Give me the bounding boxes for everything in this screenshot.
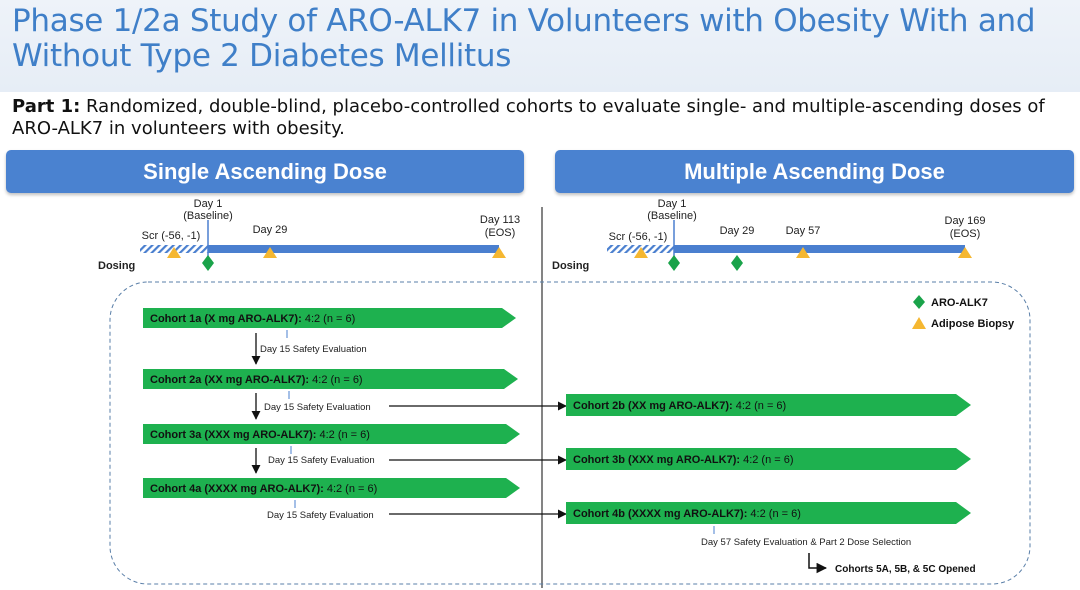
sad-safety-eval-3: [256, 446, 566, 473]
svg-text:Cohort 1a (X mg ARO-ALK7): 4:2: [150, 313, 355, 325]
legend-triangle-icon: [912, 317, 926, 329]
sad-safety-eval-4: [267, 500, 566, 521]
mad-screening-label: Scr (-56, -1): [608, 231, 668, 243]
safety-eval-label: Day 15 Safety Evaluation: [268, 455, 375, 466]
cohort-3b-name: Cohort 3b (XXX mg ARO-ALK7):: [573, 454, 741, 466]
cohort-4b-name: Cohort 4b (XXXX mg ARO-ALK7):: [573, 508, 748, 520]
mad-day1-label: Day 1: [657, 198, 687, 210]
part1-text: Randomized, double-blind, placebo-controlled cohorts to evaluate single- and multiple-ascending doses of ARO-ALK7 in volunteers with obesity.: [12, 96, 1045, 139]
cohort-2b-name: Cohort 2b (XX mg ARO-ALK7):: [573, 400, 733, 412]
sad-eos-label: (EOS): [484, 227, 516, 239]
sad-screening-label: Scr (-56, -1): [141, 230, 201, 242]
mad-dose-diamond-icon: [731, 255, 743, 271]
sad-header: Single Ascending Dose: [6, 150, 524, 193]
mad-day57-evaluation: [701, 526, 976, 575]
mad-eos-label: (EOS): [949, 228, 981, 240]
cohort-2b-ratio: 4:2 (n = 6): [732, 400, 787, 412]
opened-arrow: [809, 553, 826, 568]
mad-cohort-3b: [566, 448, 971, 470]
safety-eval-label: Day 15 Safety Evaluation: [264, 402, 371, 413]
sad-timeline-bar: [208, 245, 499, 253]
sad-timeline: [98, 198, 520, 272]
cohort-3b-ratio: 4:2 (n = 6): [740, 454, 794, 466]
svg-text:Cohort 4a (XXXX mg ARO-ALK7):: [150, 483, 377, 495]
svg-text:Cohort 3b (XXX mg ARO-ALK7): 4: [573, 454, 794, 466]
mad-day57-label: Day 57: [785, 225, 821, 237]
sad-cohort-3a: [143, 424, 520, 444]
safety-eval-label: Day 15 Safety Evaluation: [260, 344, 367, 355]
mad-end-day-label: Day 169: [944, 215, 986, 227]
svg-text:Cohort 2a (XX mg ARO-ALK7): 4:: [150, 374, 363, 386]
sad-dose-diamond-icon: [202, 255, 214, 271]
legend-biopsy-label: Adipose Biopsy: [931, 318, 1015, 330]
cohort-3a-name: Cohort 3a (XXX mg ARO-ALK7):: [150, 429, 317, 441]
day57-eval-label: Day 57 Safety Evaluation & Part 2 Dose Selection: [701, 537, 912, 548]
sad-day29-label: Day 29: [252, 224, 288, 236]
cohort-3a-ratio: 4:2 (n = 6): [316, 429, 370, 441]
mad-dose-diamond-icon: [668, 255, 680, 271]
mad-cohort-4b: [566, 502, 971, 524]
mad-timeline: [552, 198, 985, 272]
sad-cohort-4a: [143, 478, 520, 498]
mad-day29-label: Day 29: [719, 225, 755, 237]
cohort-2a-ratio: 4:2 (n = 6): [309, 374, 363, 386]
cohort-2a-name: Cohort 2a (XX mg ARO-ALK7):: [150, 374, 310, 386]
cohort-4a-name: Cohort 4a (XXXX mg ARO-ALK7):: [150, 483, 324, 495]
part1-label: Part 1:: [12, 96, 81, 117]
legend-aro-label: ARO-ALK7: [931, 297, 988, 309]
sad-dosing-label: Dosing: [98, 260, 136, 272]
legend: [912, 295, 1015, 330]
mad-header: Multiple Ascending Dose: [555, 150, 1074, 193]
legend-diamond-icon: [913, 295, 925, 309]
cohort-4a-ratio: 4:2 (n = 6): [323, 483, 378, 495]
sad-day1-label: Day 1: [193, 198, 223, 210]
sad-baseline-label: (Baseline): [183, 210, 233, 222]
sad-cohort-2a: [143, 369, 518, 389]
sad-safety-eval-2: [256, 391, 566, 419]
sad-end-day-label: Day 113: [479, 214, 521, 226]
svg-text:Cohort 4b (XXXX mg ARO-ALK7):: [573, 508, 801, 520]
slide-title: Phase 1/2a Study of ARO-ALK7 in Volunteers with Obesity With and Without Type 2 Diabetes Mellitus: [12, 3, 1036, 74]
sad-safety-eval-1: [256, 330, 367, 364]
mad-baseline-label: (Baseline): [647, 210, 697, 222]
cohort-4b-ratio: 4:2 (n = 6): [747, 508, 801, 520]
cohort-1a-ratio: 4:2 (n = 6): [301, 313, 356, 325]
cohort-1a-name: Cohort 1a (X mg ARO-ALK7):: [150, 313, 302, 325]
cohorts-opened-label: Cohorts 5A, 5B, & 5C Opened: [835, 564, 976, 575]
sad-cohort-1a: [143, 308, 516, 328]
mad-dosing-label: Dosing: [552, 260, 590, 272]
mad-timeline-bar: [674, 245, 965, 253]
mad-cohort-2b: [566, 394, 971, 416]
svg-text:Cohort 2b (XX mg ARO-ALK7): 4:: [573, 400, 786, 412]
svg-text:Cohort 3a (XXX mg ARO-ALK7): 4: [150, 429, 370, 441]
safety-eval-label: Day 15 Safety Evaluation: [267, 510, 374, 521]
